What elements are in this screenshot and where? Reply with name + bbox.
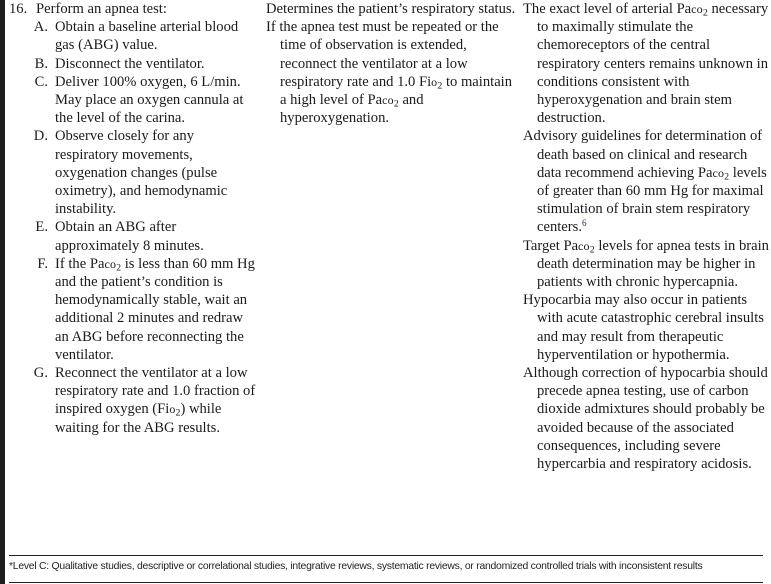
paco2-term: Pa: [89, 255, 105, 272]
footnote-divider-bottom: [9, 582, 763, 583]
text-run: If the: [55, 255, 90, 272]
subscript: 2: [724, 171, 730, 183]
step-title: Perform an apnea test:: [36, 1, 167, 17]
substep-letter: E.: [35, 219, 48, 236]
rationale-paragraph: [266, 18, 516, 127]
text-run: Advisory guidelines for determination of death based on clinical and research data recommend achieving: [523, 128, 763, 181]
paco2-term: Pa: [563, 237, 579, 254]
substep-letter: B.: [34, 55, 48, 72]
footnote-divider-top: [9, 555, 763, 556]
substep-text: Observe closely for any respiratory movements, oxygenation changes (pulse oximetry), and hemodynamic instability.: [55, 128, 228, 218]
substep-g: [9, 364, 259, 437]
paco2-term-sc: co: [691, 2, 703, 16]
step-number: 16.: [9, 1, 28, 17]
subscript: 2: [589, 244, 595, 256]
reference-link[interactable]: 6: [581, 218, 587, 229]
fio2-term: Fi: [419, 73, 432, 90]
paco2-term: Pa: [367, 92, 383, 109]
subscript: 2: [175, 407, 181, 419]
substep-e: [9, 218, 259, 254]
substep-text: Obtain an ABG after approximately 8 minutes.: [55, 219, 204, 254]
text-run: Target: [523, 237, 564, 254]
subscript: 2: [437, 80, 443, 92]
paco2-term-sc: co: [712, 165, 725, 180]
substep-text: [55, 255, 259, 364]
text-run: is less than 60 mm Hg and the patient’s condition is hemodynamically stable, wait an additional 2 minutes and redraw an ABG before reconnecting the ventilator.: [55, 255, 255, 363]
fio2-term-sc: o: [169, 402, 176, 417]
subscript: 2: [702, 7, 708, 19]
substep-b: [9, 55, 259, 73]
substep-letter: D.: [33, 128, 48, 145]
text-run: and hyperoxygenation.: [280, 92, 424, 127]
intervention-column: [9, 0, 259, 437]
substep-text: Deliver 100% oxygen, 6 L/min. May place an oxygen cannula at the level of the carina.: [55, 73, 244, 127]
paco2-term-sc: co: [104, 256, 117, 271]
page-edge-bar: [0, 0, 5, 584]
subscript: 2: [116, 262, 122, 274]
text-run: to maintain a high level of: [280, 73, 513, 109]
fio2-term: Fi: [157, 401, 170, 418]
text-run: levels of greater than 60 mm Hg for maximal stimulation of brain stem respiratory centers.: [537, 164, 767, 236]
substep-letter: A.: [33, 19, 48, 36]
paco2-term-sc: co: [382, 93, 394, 108]
text-run: The exact level of arterial: [523, 1, 677, 17]
substep-text: [55, 364, 259, 437]
subscript: 2: [393, 98, 399, 110]
step-16: [9, 0, 259, 18]
substep-c: [9, 73, 259, 128]
evidence-paragraph: Hypocarbia may also occur in patients with acute catastrophic cerebral insults and may result from therapeutic hyperventilation or hypothermia.: [523, 292, 764, 363]
text-run: If the apnea test must be repeated or the time of observation is extended, reconnect the ventilator at a low respiratory rate and 1.0: [266, 19, 499, 90]
paco2-term-sc: co: [578, 238, 590, 253]
substep-letter: F.: [37, 255, 48, 272]
paco2-term: Pa: [676, 1, 692, 17]
evidence-paragraph: [523, 237, 771, 292]
substep-letter: G.: [33, 365, 48, 382]
evidence-column: [523, 0, 771, 473]
fio2-term-sc: o: [431, 74, 438, 89]
footnote: *Level C: Qualitative studies, descriptive or correlational studies, integrative reviews, systematic reviews, or randomized controlled trials with inconsistent results: [9, 561, 703, 572]
substep-f: [9, 255, 259, 364]
substep-a: [9, 18, 259, 54]
text-run: Reconnect the ventilator at a low respiratory rate and 1.0 fraction of inspired oxygen (: [55, 365, 256, 418]
text-run: levels for apnea tests in brain death determination may be higher in patients with chronic hypercapnia.: [537, 237, 769, 291]
substep-list: [9, 18, 259, 437]
text-run: ) while waiting for the ABG results.: [55, 401, 222, 436]
rationale-paragraph: Determines the patient’s respiratory status.: [266, 1, 516, 17]
evidence-paragraph: Although correction of hypocarbia should precede apnea testing, use of carbon dioxide admixtures should probably be avoided because of the associated consequences, including severe hypercarbia and respiratory acidosis.: [523, 365, 768, 473]
substep-letter: C.: [34, 73, 48, 90]
substep-d: [9, 127, 259, 218]
substep-text: Obtain a baseline arterial blood gas (ABG) value.: [55, 19, 239, 54]
text-run: necessary to maximally stimulate the chemoreceptors of the central respiratory centers remains unknown in conditions consistent with hyperoxygenation and brain stem destruction.: [537, 1, 769, 127]
rationale-column: [266, 0, 516, 127]
evidence-paragraph: [523, 0, 771, 127]
paco2-term: Pa: [697, 164, 713, 181]
substep-text: Disconnect the ventilator.: [55, 55, 205, 72]
evidence-paragraph: [523, 127, 771, 236]
